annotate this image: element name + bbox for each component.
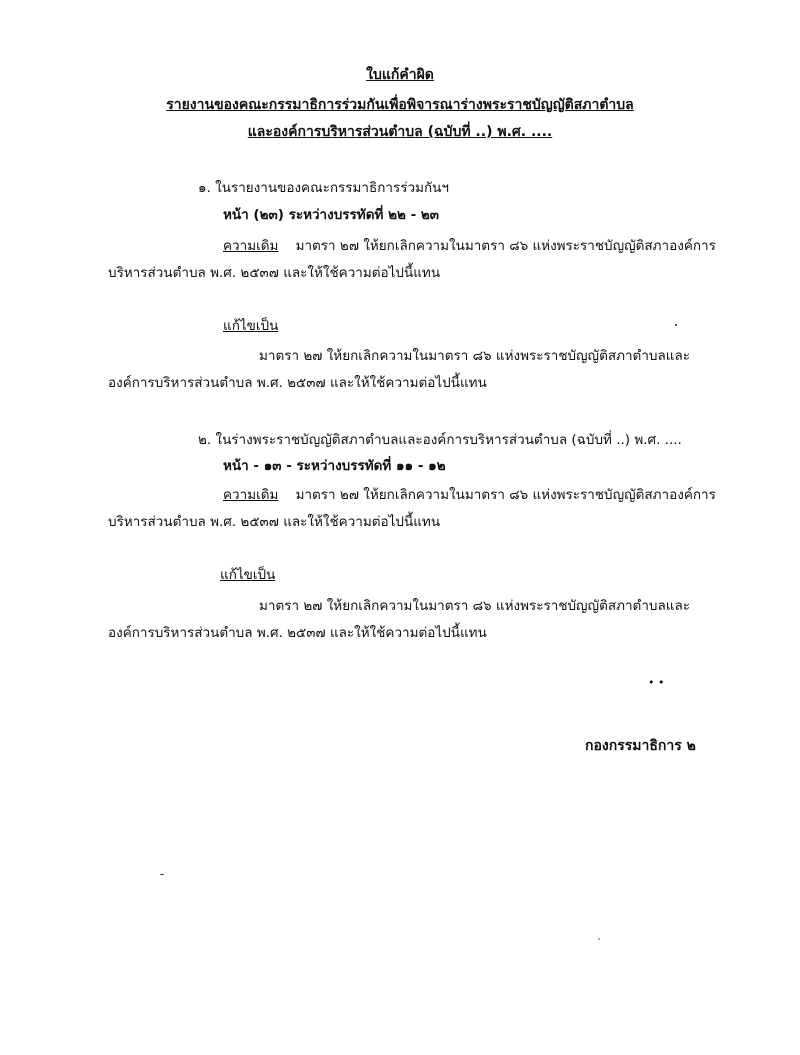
document-subtitle-line-1: รายงานของคณะกรรมาธิการร่วมกันเพื่อพิจารณาร่างพระราชบัญญัติสภาตำบล bbox=[166, 97, 634, 113]
section-2-correction-label: แก้ไขเป็น bbox=[220, 567, 276, 583]
section-1-original-row bbox=[223, 237, 716, 255]
section-1-correction-label: แก้ไขเป็น bbox=[223, 318, 279, 334]
section-1-correction-text-2: องค์การบริหารส่วนตำบล พ.ศ. ๒๕๓๗ และให้ใช้ความต่อไปนี้แทน bbox=[108, 375, 487, 391]
scan-speck bbox=[160, 874, 164, 875]
document-title: ใบแก้คำผิด bbox=[366, 67, 434, 83]
section-2-correction-text-2: องค์การบริหารส่วนตำบล พ.ศ. ๒๕๓๗ และให้ใช้ความต่อไปนี้แทน bbox=[108, 625, 487, 641]
section-2-original-row bbox=[223, 486, 716, 504]
section-2-original-text-1: มาตรา ๒๗ ให้ยกเลิกความในมาตรา ๘๖ แห่งพระราชบัญญัติสภาองค์การ bbox=[295, 487, 716, 503]
document-subtitle-line-2: และองค์การบริหารส่วนตำบล (ฉบับที่ ..) พ.ศ. .... bbox=[247, 124, 553, 140]
section-2-original-label: ความเดิม bbox=[223, 487, 279, 503]
section-2-heading: ๒. ในร่างพระราชบัญญัติสภาตำบลและองค์การบริหารส่วนตำบล (ฉบับที่ ..) พ.ศ. .... bbox=[198, 432, 682, 448]
section-2-correction-text-1: มาตรา ๒๗ ให้ยกเลิกความในมาตรา ๘๖ แห่งพระราชบัญญัติสภาตำบลและ bbox=[259, 598, 690, 614]
section-1-original-text-1: มาตรา ๒๗ ให้ยกเลิกความในมาตรา ๘๖ แห่งพระราชบัญญัติสภาองค์การ bbox=[295, 238, 716, 254]
signature-department: กองกรรมาธิการ ๒ bbox=[585, 738, 696, 754]
section-2-original-text-2: บริหารส่วนตำบล พ.ศ. ๒๕๓๗ และให้ใช้ความต่อไปนี้แทน bbox=[108, 514, 441, 530]
footer-dots: • • bbox=[648, 676, 665, 689]
section-1-original-label: ความเดิม bbox=[223, 238, 279, 254]
section-1-correction-text-1: มาตรา ๒๗ ให้ยกเลิกความในมาตรา ๘๖ แห่งพระราชบัญญัติสภาตำบลและ bbox=[259, 348, 690, 364]
section-2-location: หน้า - ๑๓ - ระหว่างบรรทัดที่ ๑๑ - ๑๒ bbox=[223, 458, 446, 474]
scan-speck bbox=[598, 938, 600, 940]
section-1-original-text-2: บริหารส่วนตำบล พ.ศ. ๒๕๓๗ และให้ใช้ความต่อไปนี้แทน bbox=[108, 265, 441, 281]
section-1-location: หน้า (๒๓) ระหว่างบรรทัดที่ ๒๒ - ๒๓ bbox=[223, 207, 439, 223]
scan-speck bbox=[675, 324, 677, 326]
section-1-heading: ๑. ในรายงานของคณะกรรมาธิการร่วมกันฯ bbox=[198, 180, 449, 196]
